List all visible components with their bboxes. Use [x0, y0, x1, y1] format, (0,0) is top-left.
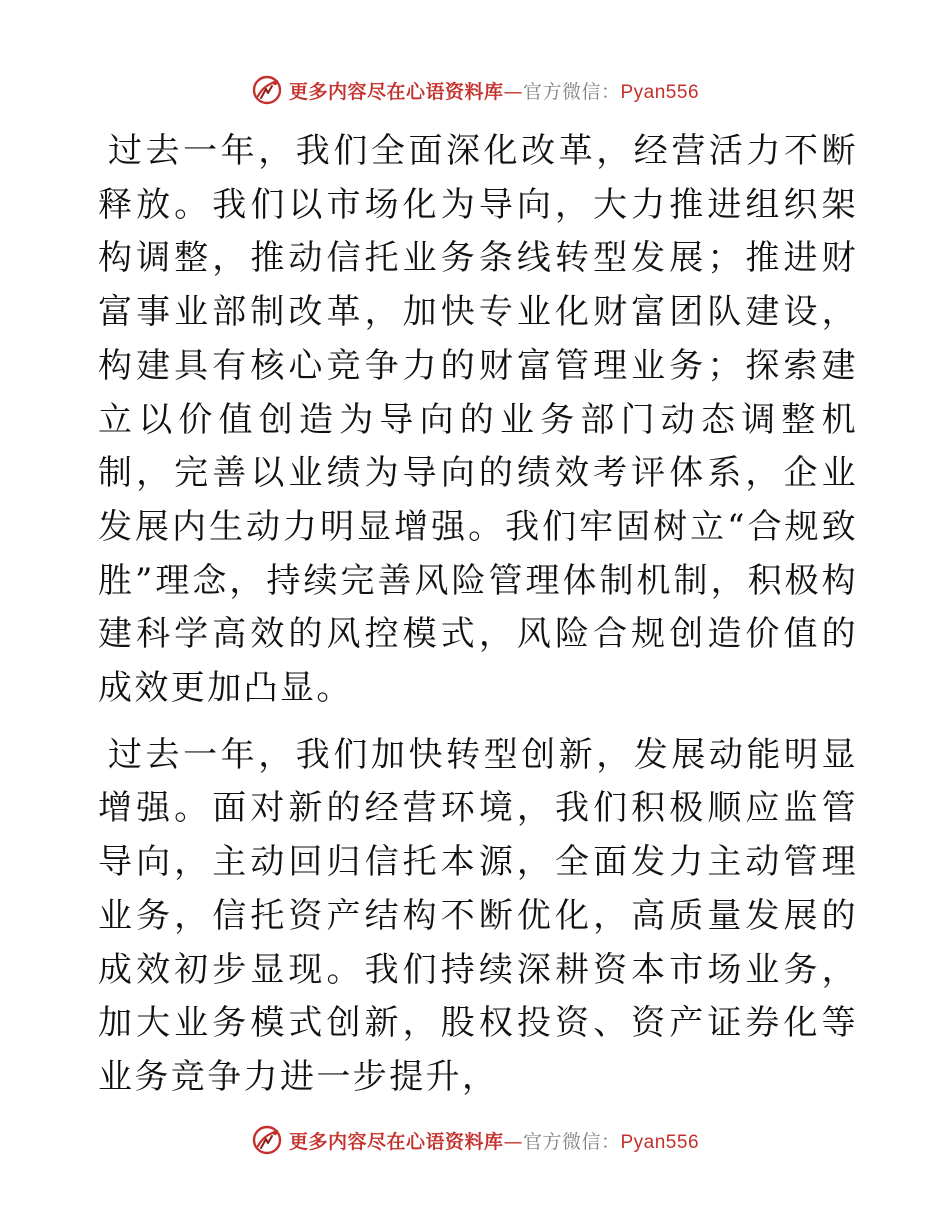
paragraph-1: 过去一年，我们全面深化改革，经营活力不断释放。我们以市场化为导向，大力推进组织架构调整，推动信托业务条线转型发展；推进财富事业部制改革，加快专业化财富团队建设，构建具有核心竞争力的财富管理业务；探索建立以价值创造为导向的业务部门动态调整机制，完善以业绩为导向的绩效考评体系，企业发展内生动力明显增强。我们牢固树立“合规致胜”理念，持续完善风险管理体制机制，积极构建科学高效的风控模式，风险合规创造价值的成效更加凸显。	[98, 131, 858, 709]
header-banner-text	[289, 77, 699, 104]
header-banner-wechat-id: Pyan556	[620, 81, 700, 103]
document-body	[98, 125, 858, 1118]
footer-watermark-banner	[0, 1120, 950, 1160]
footer-banner-text	[289, 1127, 699, 1154]
brand-logo-icon	[251, 1124, 283, 1156]
footer-banner-title: 更多内容尽在心语资料库	[288, 1130, 504, 1153]
footer-banner-wechat-id: Pyan556	[620, 1131, 700, 1153]
brand-logo-icon	[251, 74, 283, 106]
header-banner-wechat-label: 官方微信：	[522, 80, 621, 103]
header-banner-title: 更多内容尽在心语资料库	[288, 80, 504, 103]
header-watermark-banner	[0, 70, 950, 110]
header-banner-dash: —	[503, 80, 523, 103]
paragraph-2: 过去一年，我们加快转型创新，发展动能明显增强。面对新的经营环境，我们积极顺应监管导向，主动回归信托本源，全面发力主动管理业务，信托资产结构不断优化，高质量发展的成效初步显现。我们持续深耕资本市场业务，加大业务模式创新，股权投资、资产证券化等业务竞争力进一步提升，	[98, 734, 858, 1097]
footer-banner-dash: —	[503, 1130, 523, 1153]
footer-banner-wechat-label: 官方微信：	[522, 1130, 621, 1153]
